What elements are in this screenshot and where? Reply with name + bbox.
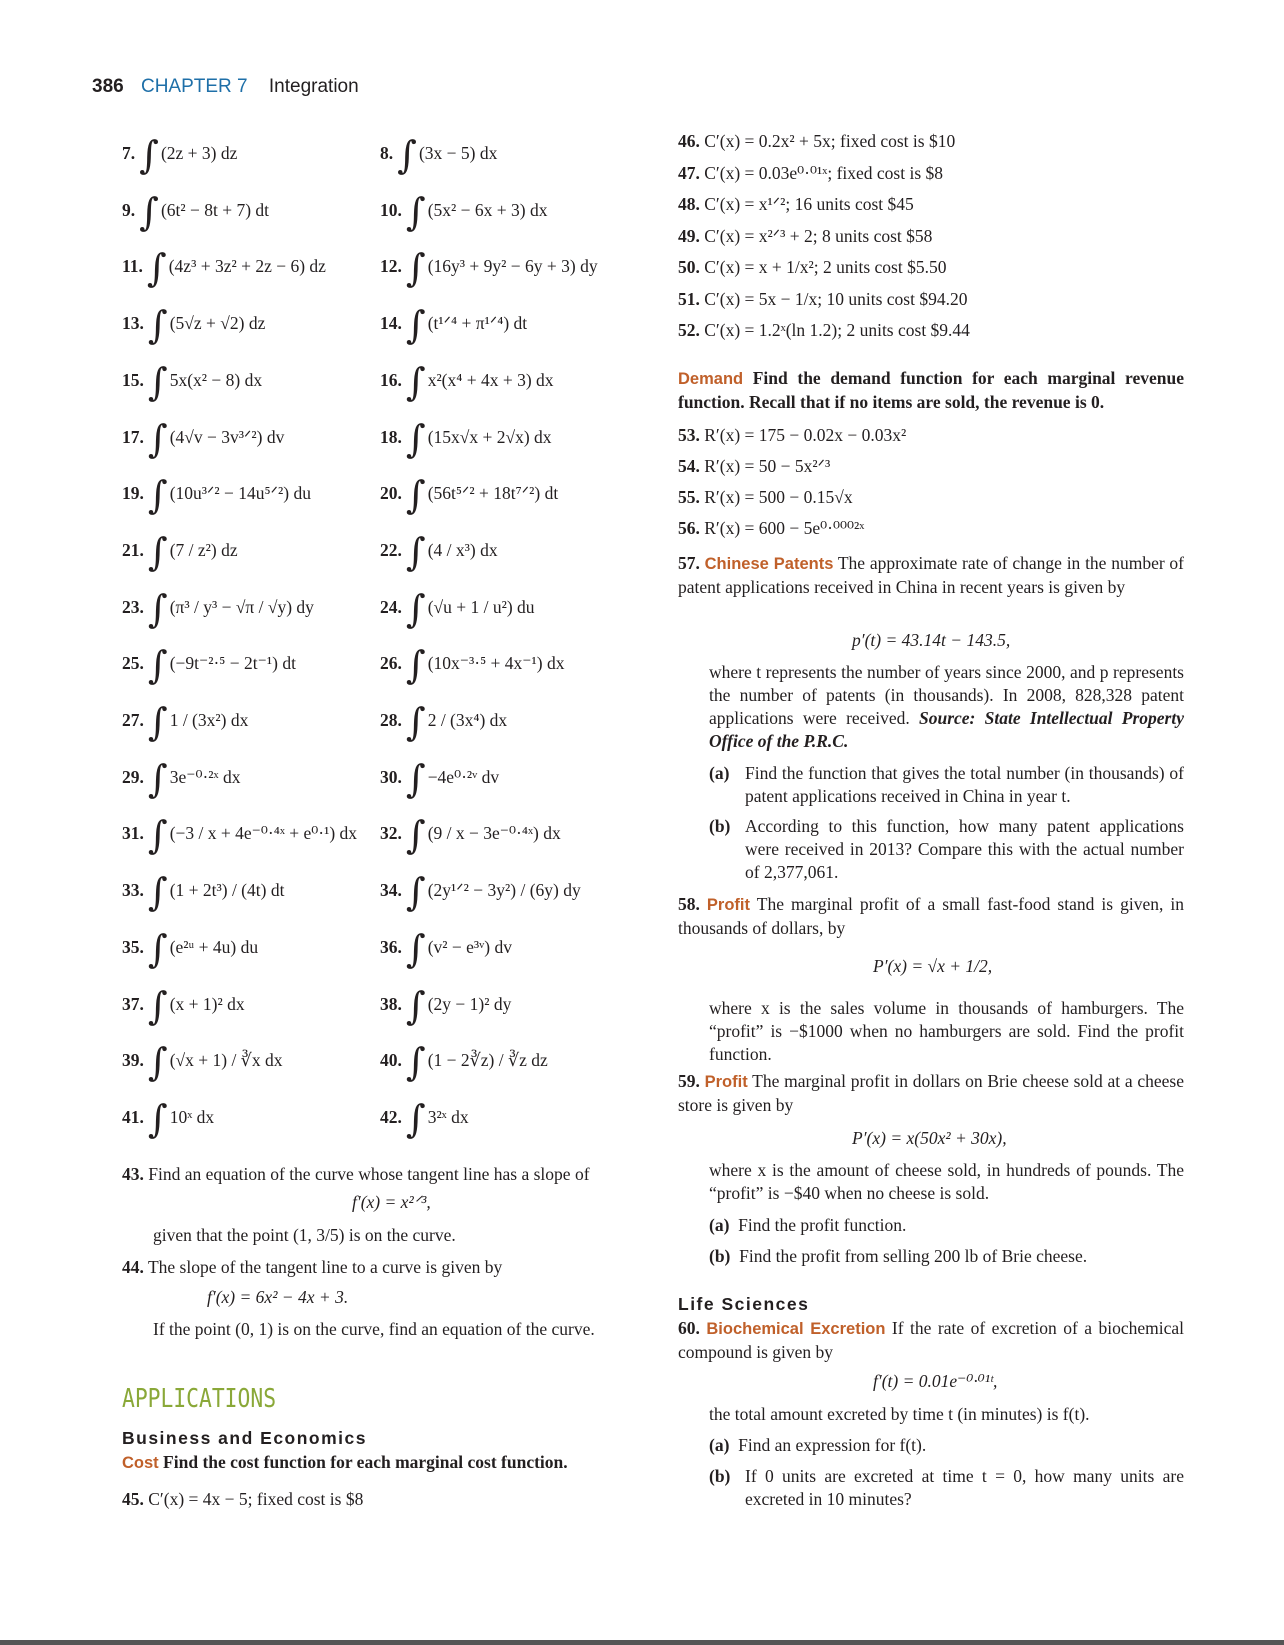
page-number: 386 [92, 76, 124, 97]
integral-sign-icon: ∫ [405, 586, 426, 631]
chapter-label: CHAPTER 7 [140, 76, 248, 97]
exercise-43-condition: given that the point (1, 3/5) is on the curve. [153, 1225, 456, 1245]
exercise-16: 16. ∫ x²(x⁴ + 4x + 3) dx [380, 359, 554, 404]
integral-sign-icon: ∫ [405, 303, 426, 348]
integral-sign-icon: ∫ [405, 473, 426, 518]
integral-sign-icon: ∫ [147, 416, 168, 461]
exercise-8: 8. ∫ (3x − 5) dx [380, 133, 498, 177]
exercise-58-body: where x is the sales volume in thousands of hamburgers. The “profit” is −$1000 when no hamburgers are sold. Find the profit function. [709, 998, 1184, 1064]
exercise-11: 11. ∫ (4z³ + 3z² + 2z − 6) dz [122, 246, 326, 291]
exercise-57a: (a) Find the function that gives the total number (in thousands) of patent applications received in China in year t. [709, 763, 1184, 806]
exercise-58-equation: P′(x) = √x + 1/2, [873, 956, 993, 976]
exercise-43: 43. Find an equation of the curve whose tangent line has a slope of [122, 1164, 590, 1184]
integral-sign-icon: ∫ [405, 700, 426, 744]
applications-heading: APPLICATIONS [122, 1384, 277, 1414]
cost-instruction: Cost Find the cost function for each marginal cost function. [122, 1452, 568, 1472]
exercise-15: 15. ∫ 5x(x² − 8) dx [122, 359, 263, 404]
exercise-40: 40. ∫ (1 − 2∛z) / ∛z dz [380, 1040, 548, 1085]
integral-sign-icon: ∫ [147, 870, 168, 915]
integral-sign-icon: ∫ [147, 529, 168, 574]
exercise-43-equation: f′(x) = x²ᐟ³, [352, 1192, 431, 1212]
exercise-39: 39. ∫ (√x + 1) / ∛x dx [122, 1040, 283, 1085]
demand-instruction: Demand Find the demand function for each marginal revenue function. Recall that if no items are sold, the revenue is 0. [678, 368, 1185, 412]
exercise-59-equation: P′(x) = x(50x² + 30x), [852, 1128, 1007, 1148]
exercise-44-condition: If the point (0, 1) is on the curve, find an equation of the curve. [153, 1319, 595, 1339]
integral-sign-icon: ∫ [405, 813, 426, 858]
integral-sign-icon: ∫ [405, 359, 426, 404]
exercise-13: 13. ∫ (5√z + √2) dz [122, 303, 266, 348]
exercise-18: 18. ∫ (15x√x + 2√x) dx [380, 416, 552, 461]
exercise-34: 34. ∫ (2y¹ᐟ² − 3y²) / (6y) dy [380, 870, 581, 915]
exercise-37: 37. ∫ (x + 1)² dx [122, 983, 245, 1028]
exercise-23: 23. ∫ (π³ / y³ − √π / √y) dy [122, 586, 314, 631]
integral-sign-icon: ∫ [147, 1040, 168, 1085]
exercise-12: 12. ∫ (16y³ + 9y² − 6y + 3) dy [380, 246, 598, 291]
exercise-45: 45. C′(x) = 4x − 5; fixed cost is $8 [122, 1489, 364, 1509]
exercise-50: 50. C′(x) = x + 1/x²; 2 units cost $5.50 [678, 257, 947, 277]
exercise-60a: (a) Find an expression for f(t). [709, 1435, 927, 1455]
exercise-14: 14. ∫ (t¹ᐟ⁴ + π¹ᐟ⁴) dt [380, 303, 528, 348]
integral-sign-icon: ∫ [139, 189, 159, 234]
exercise-17: 17. ∫ (4√v − 3v³ᐟ²) dv [122, 416, 285, 461]
exercise-59-body: where x is the amount of cheese sold, in hundreds of pounds. The “profit” is −$40 when no cheese is sold. [709, 1160, 1184, 1203]
bottom-rule [0, 1640, 1284, 1645]
integral-sign-icon: ∫ [405, 756, 426, 801]
integral-sign-icon: ∫ [147, 756, 168, 801]
integral-sign-icon: ∫ [147, 1096, 168, 1141]
exercise-42: 42. ∫ 3²ˣ dx [380, 1096, 469, 1141]
exercise-53: 53. R′(x) = 175 − 0.02x − 0.03x² [678, 425, 907, 445]
integral-sign-icon: ∫ [147, 700, 168, 744]
exercise-35: 35. ∫ (e²ᵘ + 4u) du [122, 926, 259, 971]
exercise-9: 9. ∫ (6t² − 8t + 7) dt [122, 189, 270, 234]
integral-sign-icon: ∫ [147, 926, 168, 971]
exercise-51: 51. C′(x) = 5x − 1/x; 10 units cost $94.20 [678, 288, 968, 309]
integral-sign-icon: ∫ [147, 473, 168, 518]
exercise-10: 10. ∫ (5x² − 6x + 3) dx [380, 189, 548, 234]
exercise-19: 19. ∫ (10u³ᐟ² − 14u⁵ᐟ²) du [122, 473, 311, 518]
exercise-7: 7. ∫ (2z + 3) dz [122, 133, 238, 177]
running-head [92, 76, 359, 98]
exercise-59a: (a) Find the profit function. [709, 1215, 907, 1235]
integral-sign-icon: ∫ [147, 303, 168, 348]
exercise-26: 26. ∫ (10x⁻³·⁵ + 4x⁻¹) dx [380, 643, 565, 688]
integral-sign-icon: ∫ [405, 926, 426, 971]
exercise-60: 60. Biochemical Excretion If the rate of excretion of a biochemical compound is given by [678, 1318, 1185, 1362]
exercise-49: 49. C′(x) = x²ᐟ³ + 2; 8 units cost $58 [678, 225, 933, 246]
exercise-57: 57. Chinese Patents The approximate rate of change in the number of patent applications received in China in recent years is given by [678, 553, 1185, 597]
exercise-60-equation: f′(t) = 0.01e⁻⁰·⁰¹ᵗ, [873, 1371, 998, 1391]
exercise-60b: (b) If 0 units are excreted at time t = 0, how many units are excreted in 10 minutes? [709, 1466, 1184, 1509]
integral-sign-icon: ∫ [405, 246, 426, 291]
exercise-57-equation: p′(t) = 43.14t − 143.5, [852, 630, 1011, 650]
exercise-60-body: the total amount excreted by time t (in minutes) is f(t). [709, 1404, 1090, 1424]
exercise-29: 29. ∫ 3e⁻⁰·²ˣ dx [122, 756, 241, 801]
integral-sign-icon: ∫ [405, 529, 426, 574]
integral-sign-icon: ∫ [397, 133, 417, 177]
exercise-59b: (b) Find the profit from selling 200 lb of Brie cheese. [709, 1246, 1088, 1266]
integral-sign-icon: ∫ [147, 813, 168, 858]
integral-sign-icon: ∫ [147, 359, 168, 404]
exercise-30: 30. ∫ −4e⁰·²ᵛ dv [380, 756, 500, 801]
exercise-27: 27. ∫ 1 / (3x²) dx [122, 700, 249, 744]
exercise-46: 46. C′(x) = 0.2x² + 5x; fixed cost is $10 [678, 131, 956, 151]
exercise-48: 48. C′(x) = x¹ᐟ²; 16 units cost $45 [678, 194, 914, 214]
exercise-41: 41. ∫ 10ˣ dx [122, 1096, 215, 1141]
integral-sign-icon: ∫ [146, 246, 167, 291]
exercise-59: 59. Profit The marginal profit in dollars on Brie cheese sold at a cheese store is given by [678, 1071, 1185, 1115]
integral-sign-icon: ∫ [147, 983, 168, 1028]
integral-sign-icon: ∫ [405, 416, 426, 461]
integral-sign-icon: ∫ [405, 870, 426, 915]
exercise-44: 44. The slope of the tangent line to a curve is given by [122, 1257, 503, 1277]
exercise-20: 20. ∫ (56t⁵ᐟ² + 18t⁷ᐟ²) dt [380, 473, 559, 518]
exercise-36: 36. ∫ (v² − e³ᵛ) dv [380, 926, 512, 971]
exercise-31: 31. ∫ (−3 / x + 4e⁻⁰·⁴ˣ + e⁰·¹) dx [122, 813, 358, 858]
exercise-24: 24. ∫ (√u + 1 / u²) du [380, 586, 535, 631]
integral-sign-icon: ∫ [147, 586, 168, 631]
integral-sign-icon: ∫ [405, 643, 426, 688]
exercise-57-body: where t represents the number of years since 2000, and p represents the number of patents (in thousands). In 2008, 828,328 patent applications were received. Source: State Intellectual Property Office of the P.R.C. [709, 662, 1184, 751]
exercise-57b: (b) According to this function, how many patent applications were received in 2013? Compare this with the actual number of 2,377,061. [709, 816, 1184, 882]
integral-sign-icon: ∫ [405, 1040, 426, 1085]
integral-sign-icon: ∫ [147, 643, 168, 688]
exercise-22: 22. ∫ (4 / x³) dx [380, 529, 498, 574]
integral-sign-icon: ∫ [405, 983, 426, 1028]
chapter-title: Integration [268, 76, 359, 97]
exercise-32: 32. ∫ (9 / x − 3e⁻⁰·⁴ˣ) dx [380, 813, 561, 858]
exercise-56: 56. R′(x) = 600 − 5e⁰·⁰⁰⁰²ˣ [678, 518, 865, 538]
exercise-54: 54. R′(x) = 50 − 5x²ᐟ³ [678, 456, 831, 476]
life-sciences-heading: Life Sciences [678, 1294, 810, 1314]
exercise-55: 55. R′(x) = 500 − 0.15√x [678, 487, 853, 507]
integral-sign-icon: ∫ [139, 133, 159, 177]
exercise-28: 28. ∫ 2 / (3x⁴) dx [380, 700, 508, 744]
exercise-58: 58. Profit The marginal profit of a small fast-food stand is given, in thousands of dollars, by [678, 894, 1185, 938]
exercise-38: 38. ∫ (2y − 1)² dy [380, 983, 512, 1028]
business-heading: Business and Economics [122, 1428, 368, 1448]
exercise-33: 33. ∫ (1 + 2t³) / (4t) dt [122, 870, 285, 915]
exercise-47: 47. C′(x) = 0.03e⁰·⁰¹ˣ; fixed cost is $8 [678, 162, 944, 183]
exercise-21: 21. ∫ (7 / z²) dz [122, 529, 238, 574]
exercise-25: 25. ∫ (−9t⁻²·⁵ − 2t⁻¹) dt [122, 643, 296, 688]
exercise-52: 52. C′(x) = 1.2ˣ(ln 1.2); 2 units cost $9.44 [678, 320, 970, 340]
integral-sign-icon: ∫ [405, 1096, 426, 1141]
exercise-44-equation: f′(x) = 6x² − 4x + 3. [207, 1287, 349, 1307]
integral-sign-icon: ∫ [405, 189, 426, 234]
